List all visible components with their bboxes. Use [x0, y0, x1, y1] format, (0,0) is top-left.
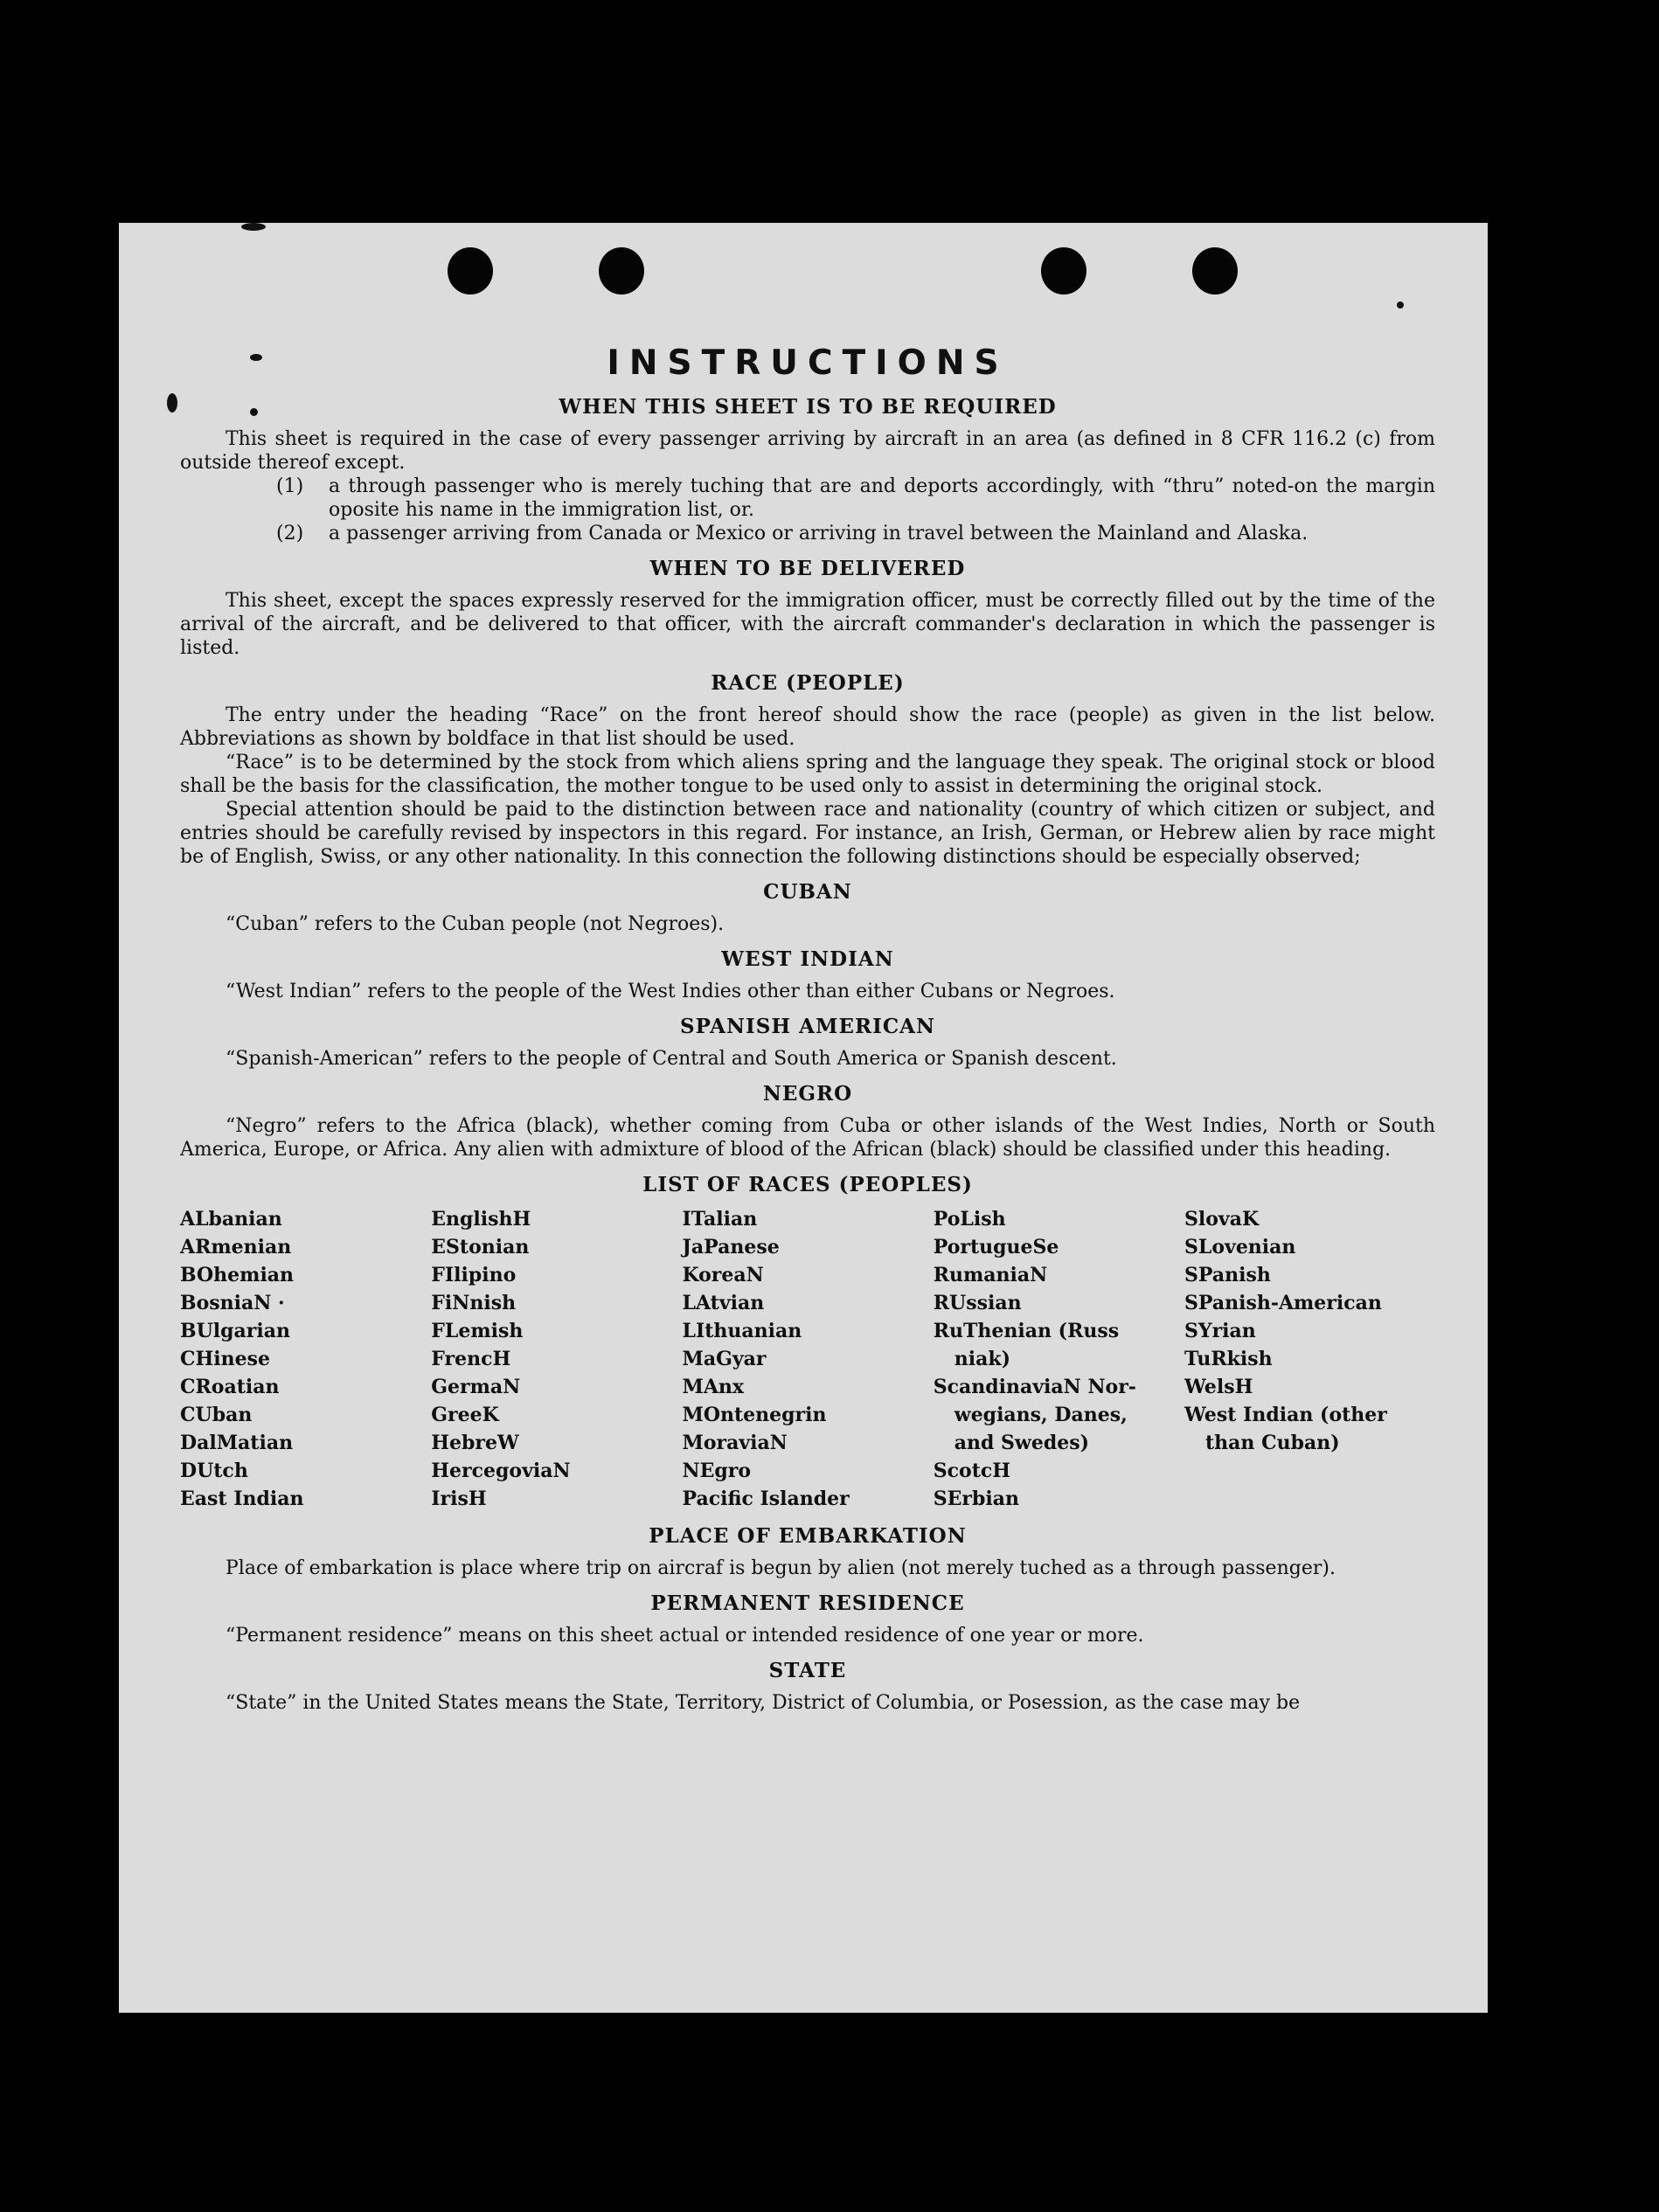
race-entry: DalMatian — [180, 1432, 294, 1454]
race-entry: JaPanese — [682, 1236, 780, 1259]
race-entry: SYrian — [1184, 1320, 1256, 1342]
race-column — [1184, 1205, 1435, 1513]
punch-hole — [599, 247, 644, 295]
race-entry: ARmenian — [180, 1236, 292, 1259]
race-entry: EnglishH — [431, 1208, 531, 1231]
state-heading: STATE — [768, 1659, 847, 1682]
race-entry: SPanish-American — [1184, 1292, 1382, 1314]
race-entry: CHinese — [180, 1348, 271, 1370]
race-entry: KoreaN — [682, 1264, 764, 1286]
negro-heading: NEGRO — [762, 1082, 853, 1106]
when-delivered-heading: WHEN TO BE DELIVERED — [649, 557, 966, 580]
race-entry: West Indian (other — [1184, 1404, 1387, 1426]
race-entry: RUssian — [933, 1292, 1022, 1314]
race-entry: BOhemian — [180, 1264, 295, 1286]
race-paragraph-3: Special attention should be paid to the distinction between race and nationality (country of which citizen or subject, and entries should be carefully revised by inspectors in this regard. For instance, an Irish, German, or Hebrew alien by race might be of English, Swiss, or any other nationality. In this connection the following distinctions should be especially observed; — [180, 799, 1435, 868]
race-entry: IrisH — [431, 1487, 487, 1510]
race-entry: East Indian — [180, 1487, 304, 1510]
west-indian-text: “West Indian” refers to the people of the West Indies other than either Cubans or Negroes. — [226, 981, 1115, 1002]
negro-text: “Negro” refers to the Africa (black), whether coming from Cuba or other islands of the West Indies, North or South America, Europe, or Africa. Any alien with admixture of blood of the African (black) should be classified under this heading. — [180, 1115, 1435, 1161]
cuban-text: “Cuban” refers to the Cuban people (not Negroes). — [226, 913, 725, 935]
race-entry: PortugueSe — [933, 1236, 1059, 1259]
race-entry: SErbian — [933, 1487, 1019, 1510]
race-entry: SLovenian — [1184, 1236, 1296, 1259]
page-title: INSTRUCTIONS — [607, 343, 1009, 383]
ink-speck — [241, 223, 266, 231]
exception-number: (1) — [276, 475, 304, 497]
exception-item — [180, 522, 1435, 545]
race-entry: FIlipino — [431, 1264, 517, 1286]
race-entry: CUban — [180, 1404, 253, 1426]
race-entry: SPanish — [1184, 1264, 1271, 1286]
race-entry: GermaN — [431, 1376, 521, 1398]
race-entry: niak) — [954, 1348, 1011, 1370]
embarkation-heading: PLACE OF EMBARKATION — [649, 1524, 967, 1548]
when-required-heading: WHEN THIS SHEET IS TO BE REQUIRED — [559, 395, 1057, 419]
race-entry: EStonian — [431, 1236, 530, 1259]
race-entry: LAtvian — [682, 1292, 765, 1314]
spanish-american-text: “Spanish-American” refers to the people of Central and South America or Spanish descent. — [226, 1048, 1117, 1070]
exception-text: a passenger arriving from Canada or Mexico or arriving in travel between the Mainland and Alaska. — [329, 523, 1308, 544]
list-of-races-heading: LIST OF RACES (PEOPLES) — [642, 1173, 973, 1196]
when-delivered-text: This sheet, except the spaces expressly reserved for the immigration officer, must be correctly filled out by the time of the arrival of the aircraft, and be delivered to that officer, with the aircraft commander's declaration in which the passenger is listed. — [180, 590, 1435, 659]
ink-speck — [1397, 302, 1404, 309]
race-entry: BosniaN · — [180, 1292, 285, 1314]
residence-text: “Permanent residence” means on this sheet actual or intended residence of one year or more. — [226, 1625, 1144, 1647]
when-required-intro: This sheet is required in the case of every passenger arriving by aircraft in an area (as defined in 8 CFR 116.2 (c) from outside thereof except. — [180, 428, 1435, 474]
race-entry: LIthuanian — [682, 1320, 802, 1342]
race-entry: MAnx — [682, 1376, 745, 1398]
instructions-content — [180, 343, 1435, 1715]
document-page — [119, 223, 1488, 2013]
race-column — [180, 1205, 431, 1513]
punch-hole — [1192, 247, 1238, 295]
spanish-american-heading: SPANISH AMERICAN — [679, 1015, 936, 1038]
race-paragraph-1: The entry under the heading “Race” on the front hereof should show the race (people) as given in the list below. Abbreviations as shown by boldface in that list should be used. — [180, 704, 1435, 750]
race-entry: ITalian — [682, 1208, 758, 1231]
race-entry: DUtch — [180, 1460, 248, 1482]
race-entry: ALbanian — [180, 1208, 282, 1231]
ink-speck — [167, 393, 177, 413]
exception-number: (2) — [276, 523, 304, 544]
punch-hole — [448, 247, 493, 295]
race-entry: ScandinaviaN Nor- — [933, 1376, 1136, 1398]
race-entry: RuThenian (Russ — [933, 1320, 1120, 1342]
race-paragraph-2: “Race” is to be determined by the stock from which aliens spring and the language they speak. The original stock or blood shall be the basis for the classification, the mother tongue to be used only to assist in determining the original stock. — [180, 752, 1435, 797]
race-entry: FLemish — [431, 1320, 524, 1342]
race-column — [683, 1205, 934, 1513]
race-entry: GreeK — [431, 1404, 499, 1426]
punch-hole — [1041, 247, 1086, 295]
race-entry: SlovaK — [1184, 1208, 1260, 1231]
race-heading: RACE (PEOPLE) — [711, 671, 905, 695]
race-entry: FiNnish — [431, 1292, 517, 1314]
race-entry: CRoatian — [180, 1376, 280, 1398]
race-entry: MaGyar — [682, 1348, 767, 1370]
race-column — [934, 1205, 1184, 1513]
residence-heading: PERMANENT RESIDENCE — [650, 1591, 965, 1615]
race-entry: PoLish — [933, 1208, 1006, 1231]
race-entry: FrencH — [431, 1348, 511, 1370]
exception-text: a through passenger who is merely tuching that are and deports accordingly, with “thru” noted-on the margin oposite his name in the immigration list, or. — [329, 475, 1435, 521]
race-entry: MoraviaN — [682, 1432, 788, 1454]
race-entry: TuRkish — [1184, 1348, 1273, 1370]
race-entry: and Swedes) — [954, 1432, 1090, 1454]
race-entry: MOntenegrin — [682, 1404, 827, 1426]
state-text: “State” in the United States means the State, Territory, District of Columbia, or Posession, as the case may be — [226, 1692, 1301, 1714]
race-entry: HebreW — [431, 1432, 519, 1454]
race-entry: ScotcH — [933, 1460, 1011, 1482]
race-entry: NEgro — [682, 1460, 752, 1482]
embarkation-text: Place of embarkation is place where trip on aircraf is begun by alien (not merely tuched as a through passenger). — [226, 1557, 1336, 1579]
exception-item — [180, 475, 1435, 522]
race-entry: than Cuban) — [1205, 1432, 1340, 1454]
race-entry: HercegoviaN — [431, 1460, 571, 1482]
race-entry: WelsH — [1184, 1376, 1253, 1398]
race-list — [180, 1205, 1435, 1513]
race-entry: BUlgarian — [180, 1320, 290, 1342]
cuban-heading: CUBAN — [763, 880, 852, 904]
west-indian-heading: WEST INDIAN — [721, 947, 894, 971]
race-entry: wegians, Danes, — [954, 1404, 1128, 1426]
race-column — [431, 1205, 682, 1513]
race-entry: Pacific Islander — [682, 1487, 850, 1510]
race-entry: RumaniaN — [933, 1264, 1048, 1286]
